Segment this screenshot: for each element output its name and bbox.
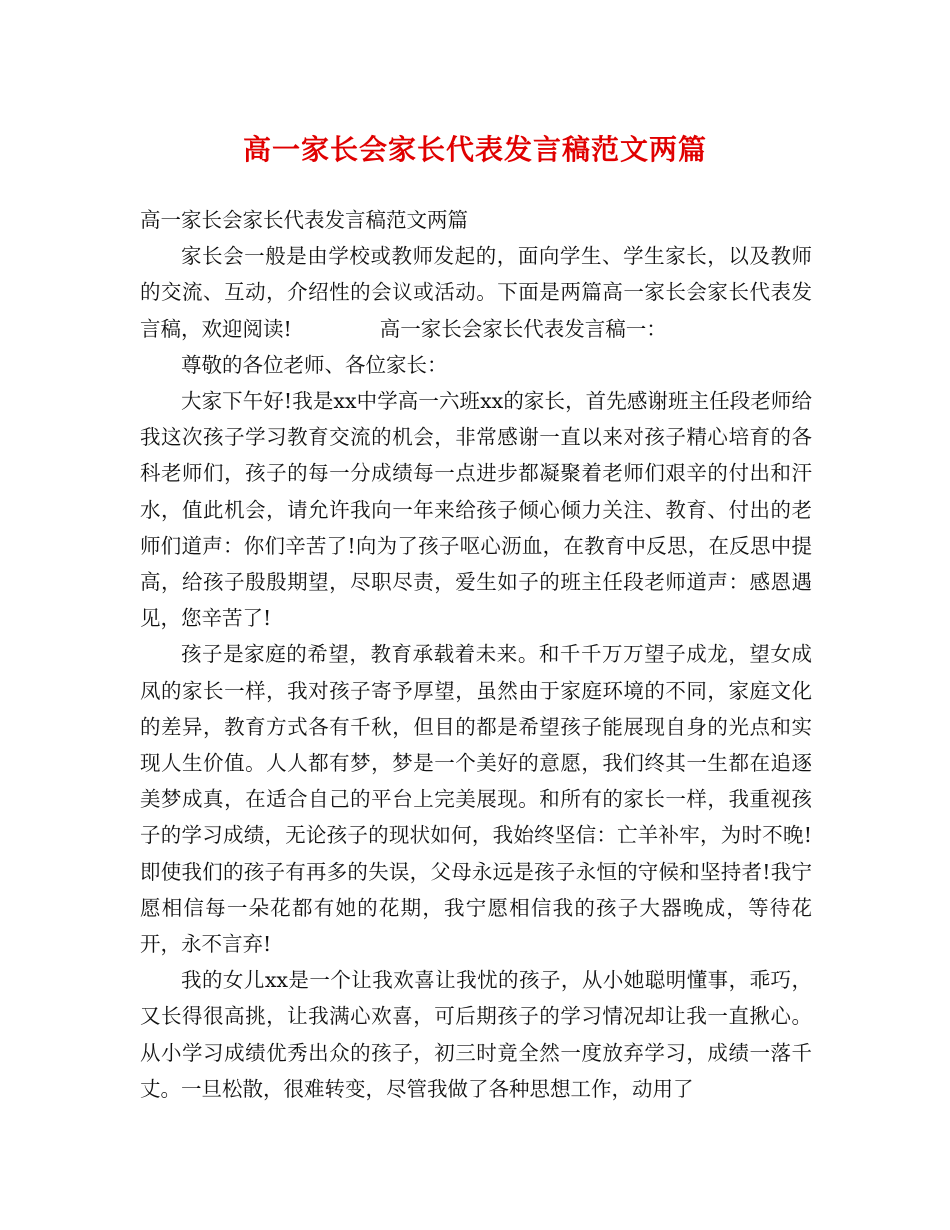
document-title: 高一家长会家长代表发言稿范文两篇 bbox=[242, 133, 707, 166]
speech-heading: 高一家长会家长代表发言稿一： bbox=[379, 316, 667, 341]
paragraph-2: 孩子是家庭的希望，教育承载着未来。和千千万万望子成龙，望女成凤的家长一样，我对孩子寄予厚望，虽然由于家庭环境的不同，家庭文化的差异，教育方式各有千秋，但目的都是希望孩子能展现自身的光点和实现人生价值。人人都有梦，梦是一个美好的意愿，我们终其一生都在追逐美梦成真，在适合自己的平台上完美展现。和所有的家长一样，我重视孩子的学习成绩，无论孩子的现状如何，我始终坚信：亡羊补牢，为时不晚!即使我们的孩子有再多的失误，父母永远是孩子永恒的守候和坚持者!我宁愿相信每一朵花都有她的花期，我宁愿相信我的孩子大器晚成，等待花开，永不言弃! bbox=[140, 642, 812, 957]
document-subtitle: 高一家长会家长代表发言稿范文两篇 bbox=[140, 208, 468, 232]
document-body bbox=[140, 202, 812, 1107]
intro-text: 家长会一般是由学校或教师发起的，面向学生、学生家长，以及教师的交流、互动，介绍性的会议或活动。下面是两篇高一家长会家长代表发言稿，欢迎阅读! bbox=[140, 244, 812, 341]
paragraph-1: 大家下午好!我是xx中学高一六班xx的家长，首先感谢班主任段老师给我这次孩子学习教育交流的机会，非常感谢一直以来对孩子精心培育的各科老师们，孩子的每一分成绩每一点进步都凝聚着老师们艰辛的付出和汗水，值此机会，请允许我向一年来给孩子倾心倾力关注、教育、付出的老师们道声：你们辛苦了!向为了孩子呕心沥血，在教育中反思，在反思中提高，给孩子殷殷期望，尽职尽责，爱生如子的班主任段老师道声：感恩遇见，您辛苦了! bbox=[140, 389, 812, 631]
intro-paragraph bbox=[140, 238, 812, 347]
paragraph-3: 我的女儿xx是一个让我欢喜让我忧的孩子，从小她聪明懂事，乖巧，又长得很高挑，让我满心欢喜，可后期孩子的学习情况却让我一直揪心。从小学习成绩优秀出众的孩子，初三时竟全然一度放弃学习，成绩一落千丈。一旦松散，很难转变，尽管我做了各种思想工作，动用了 bbox=[140, 968, 812, 1101]
greeting: 尊敬的各位老师、各位家长： bbox=[181, 352, 448, 377]
